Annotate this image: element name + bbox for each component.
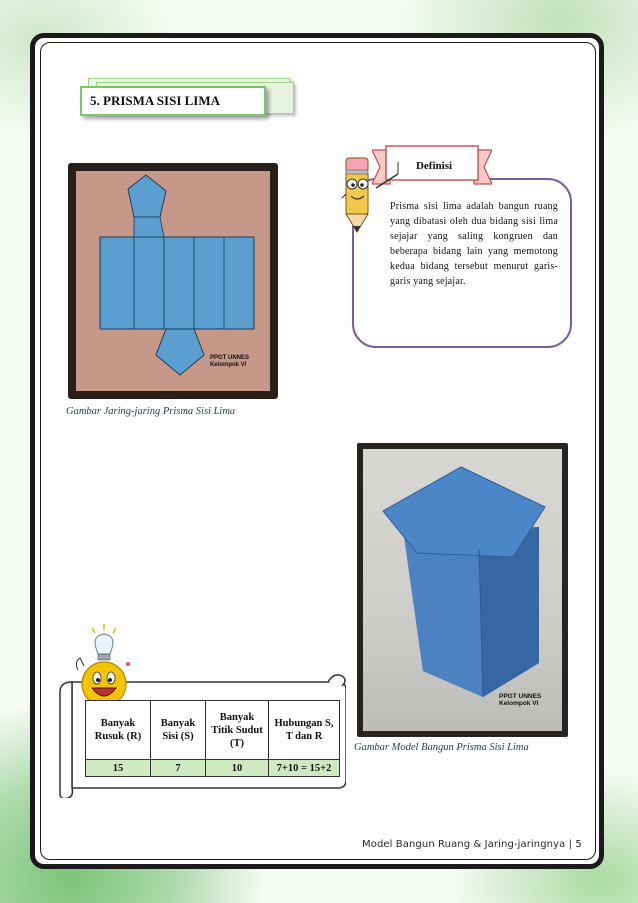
prism-model-photo [357, 443, 568, 737]
table-cell: 15 [86, 760, 151, 777]
table-cell: 7 [151, 760, 206, 777]
net-photo [68, 163, 278, 399]
table-header-cell: Banyak Sisi (S) [151, 701, 206, 760]
properties-table [85, 700, 340, 777]
table-header-cell: Hubungan S, T dan R [269, 701, 340, 760]
net-photo-caption: Gambar Jaring-jaring Prisma Sisi Lima [66, 406, 236, 417]
definition-text: Prisma sisi lima adalah bangun ruang yang dibatasi oleh dua bidang sisi lima sejajar yang saling kongruen dan beberapa bidang lain yang memotong kedua bidang tersebut menurut garis-garis yang sejajar. [390, 201, 558, 287]
table-header-cell: Banyak Titik Sudut (T) [206, 701, 269, 760]
section-title: 5. PRISMA SISI LIMA [80, 86, 266, 116]
pencil-mascot-icon [336, 148, 400, 238]
prism-photo-caption: Gambar Model Bangun Prisma Sisi Lima [354, 742, 529, 753]
prism-photo-watermark: PPGT UNNES Kelompok VI [499, 693, 542, 707]
definition-label: Definisi [415, 160, 453, 172]
section-title-banner [66, 78, 296, 118]
pentagonal-prism-model-image [363, 449, 562, 731]
table-header-cell: Banyak Rusuk (R) [86, 701, 151, 760]
page-footer: Model Bangun Ruang & Jaring-jaringnya | 5 [362, 839, 582, 850]
net-photo-watermark: PPGT UNNES Kelompok VI [210, 355, 250, 368]
table-cell: 10 [206, 760, 269, 777]
table-header-row [86, 701, 340, 760]
lightbulb-smiley-icon [70, 622, 140, 712]
table-row [86, 760, 340, 777]
table-cell: 7+10 = 15+2 [269, 760, 340, 777]
